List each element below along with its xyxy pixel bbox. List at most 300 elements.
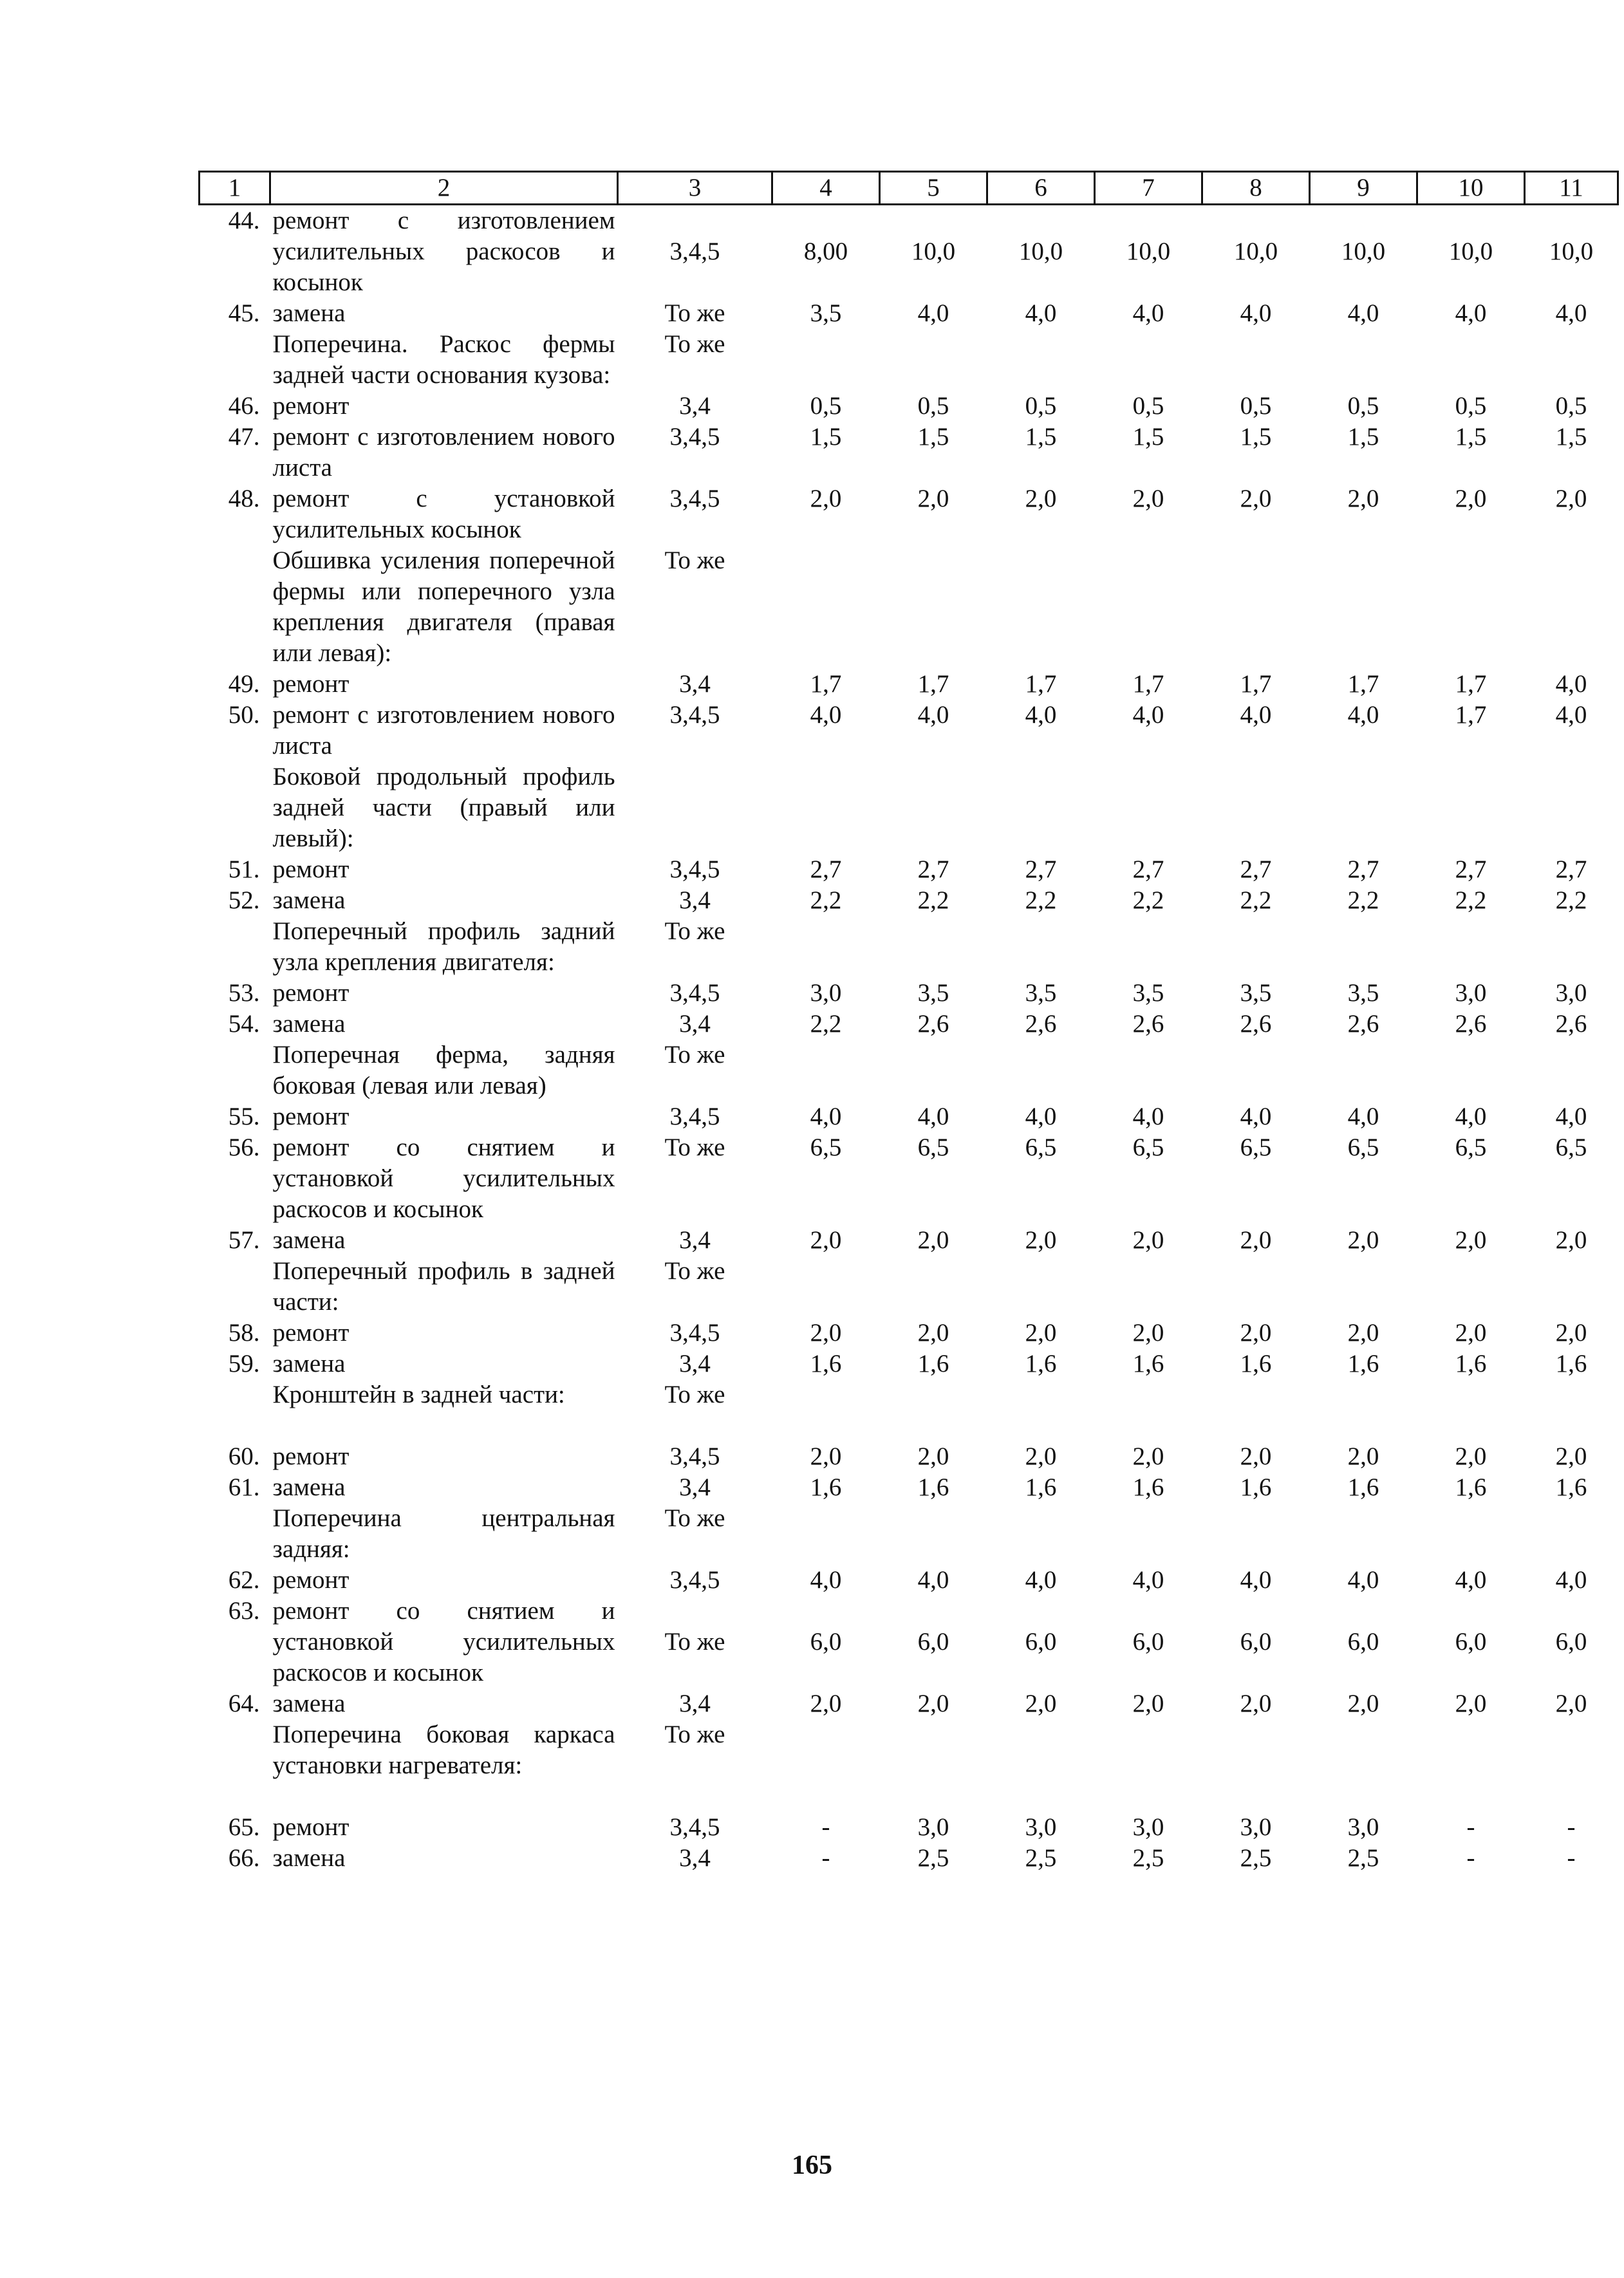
value-cell: 4,0 <box>1132 1566 1164 1594</box>
value-cell <box>772 761 880 854</box>
reference-cell: 3,4 <box>679 886 711 914</box>
spacer-row <box>200 1410 1618 1441</box>
value-cell: 1,5 <box>917 423 949 451</box>
value-cell: 2,0 <box>1555 485 1587 512</box>
row-number: 56. <box>228 1134 260 1161</box>
row-number: 61. <box>228 1473 260 1501</box>
value-cell: 1,6 <box>810 1473 842 1501</box>
table-row <box>200 205 1618 299</box>
value-cell: 1,7 <box>1347 670 1379 698</box>
value-cell: 2,0 <box>1555 1319 1587 1347</box>
reference-cell: 3,4 <box>679 1226 711 1254</box>
value-cell: 1,7 <box>917 670 949 698</box>
value-cell: 6,5 <box>917 1134 949 1161</box>
value-cell <box>880 1719 987 1781</box>
value-cell <box>1417 1040 1525 1101</box>
value-cell: 2,0 <box>1455 1690 1487 1717</box>
value-cell <box>1095 761 1202 854</box>
reference-cell: 3,4 <box>679 1010 711 1038</box>
reference-cell: То же <box>664 546 725 574</box>
reference-cell: То же <box>664 1257 725 1285</box>
value-cell: 4,0 <box>1347 1566 1379 1594</box>
value-cell: 4,0 <box>1240 701 1272 729</box>
value-cell <box>1310 1256 1417 1318</box>
value-cell <box>1095 1719 1202 1781</box>
value-cell: 4,0 <box>1347 1103 1379 1130</box>
header-cell: 1 <box>200 172 270 205</box>
value-cell: 2,7 <box>1555 855 1587 883</box>
value-cell: 1,6 <box>1132 1473 1164 1501</box>
value-cell: 6,5 <box>1455 1134 1487 1161</box>
value-cell: 1,6 <box>1240 1473 1272 1501</box>
row-number: 45. <box>228 299 260 327</box>
row-number: 48. <box>228 485 260 512</box>
value-cell: 4,0 <box>917 299 949 327</box>
value-cell: 2,6 <box>917 1010 949 1038</box>
value-cell: - <box>821 1813 830 1841</box>
table-row <box>200 885 1618 916</box>
header-cell: 2 <box>270 172 618 205</box>
value-cell: 1,6 <box>1555 1350 1587 1377</box>
row-number: 52. <box>228 886 260 914</box>
header-cell: 6 <box>987 172 1095 205</box>
reference-cell: То же <box>664 299 725 327</box>
value-cell: 2,7 <box>917 855 949 883</box>
value-cell <box>1525 545 1618 669</box>
reference-cell: То же <box>664 1504 725 1532</box>
operation-name: замена <box>272 1844 346 1872</box>
table-row <box>200 1132 1618 1225</box>
value-cell: 2,0 <box>917 1319 949 1347</box>
row-number: 49. <box>228 670 260 698</box>
row-number <box>200 1040 270 1101</box>
value-cell: 2,2 <box>810 886 842 914</box>
value-cell: 2,0 <box>1347 1690 1379 1717</box>
value-cell: 2,7 <box>1240 855 1272 883</box>
value-cell <box>1525 916 1618 978</box>
value-cell: 0,5 <box>1347 392 1379 420</box>
value-cell: 2,7 <box>810 855 842 883</box>
operation-name: замена <box>272 1690 346 1717</box>
value-cell: 2,0 <box>1455 485 1487 512</box>
row-number: 54. <box>228 1010 260 1038</box>
value-cell: 10,0 <box>1341 238 1386 265</box>
row-number: 44. <box>228 207 260 234</box>
value-cell: 6,0 <box>1347 1628 1379 1656</box>
reference-cell: То же <box>664 917 725 945</box>
value-cell: 4,0 <box>1555 1103 1587 1130</box>
value-cell: 1,6 <box>917 1473 949 1501</box>
value-cell: 4,0 <box>1347 299 1379 327</box>
value-cell <box>987 1040 1095 1101</box>
value-cell <box>1202 545 1310 669</box>
spacer-cell <box>200 1410 1618 1441</box>
value-cell <box>1525 1256 1618 1318</box>
row-number <box>200 916 270 978</box>
value-cell: 4,0 <box>810 701 842 729</box>
operation-name: ремонт со снятием и установкой усилительных раскосов и косынок <box>272 1134 615 1223</box>
spacer-cell <box>200 1781 1618 1812</box>
reference-cell: 3,4 <box>679 1473 711 1501</box>
row-number <box>200 1379 270 1410</box>
operation-name: Поперечина боковая каркаса установки нагревателя: <box>272 1721 615 1779</box>
value-cell: 2,0 <box>1025 1690 1057 1717</box>
value-cell: 2,5 <box>1240 1844 1272 1872</box>
value-cell: 0,5 <box>810 392 842 420</box>
value-cell <box>1202 1503 1310 1565</box>
value-cell: 2,0 <box>810 1226 842 1254</box>
value-cell: 1,6 <box>1025 1350 1057 1377</box>
operation-name: ремонт с изготовлением нового листа <box>272 423 615 481</box>
value-cell: 0,5 <box>1555 392 1587 420</box>
reference-cell: 3,4,5 <box>669 485 720 512</box>
value-cell <box>880 916 987 978</box>
row-number: 60. <box>228 1442 260 1470</box>
header-cell: 9 <box>1310 172 1417 205</box>
value-cell: 6,5 <box>1347 1134 1379 1161</box>
value-cell: 2,7 <box>1347 855 1379 883</box>
value-cell: 1,5 <box>1555 423 1587 451</box>
reference-cell <box>618 761 772 854</box>
value-cell: 6,0 <box>917 1628 949 1656</box>
reference-cell: 3,4,5 <box>669 1319 720 1347</box>
value-cell: 4,0 <box>1555 1566 1587 1594</box>
reference-cell: 3,4,5 <box>669 1442 720 1470</box>
value-cell: 10,0 <box>1018 238 1063 265</box>
value-cell <box>1095 1503 1202 1565</box>
value-cell: 10,0 <box>1233 238 1278 265</box>
row-number <box>200 545 270 669</box>
value-cell: 6,5 <box>1555 1134 1587 1161</box>
norms-table <box>198 171 1619 1874</box>
value-cell <box>1417 329 1525 391</box>
value-cell: 3,0 <box>1555 979 1587 1007</box>
table-row <box>200 761 1618 854</box>
value-cell: 2,6 <box>1455 1010 1487 1038</box>
operation-name: Поперечный профиль задний узла крепления двигателя: <box>272 917 615 976</box>
value-cell <box>772 1719 880 1781</box>
operation-name: ремонт <box>272 855 350 883</box>
reference-cell: 3,4,5 <box>669 238 720 265</box>
value-cell: 2,0 <box>1025 1442 1057 1470</box>
value-cell: 3,0 <box>1132 1813 1164 1841</box>
value-cell: 4,0 <box>917 1103 949 1130</box>
table-row <box>200 1349 1618 1379</box>
value-cell: 2,0 <box>1347 1226 1379 1254</box>
value-cell: 2,2 <box>1132 886 1164 914</box>
value-cell: 2,0 <box>1347 1319 1379 1347</box>
row-number: 53. <box>228 979 260 1007</box>
value-cell <box>1095 916 1202 978</box>
value-cell: 1,6 <box>1455 1473 1487 1501</box>
operation-name: ремонт с изготовлением нового листа <box>272 701 615 760</box>
value-cell: 1,5 <box>1132 423 1164 451</box>
value-cell: 1,7 <box>810 670 842 698</box>
header-row <box>200 172 1618 205</box>
value-cell: 2,0 <box>1132 1319 1164 1347</box>
value-cell: 2,6 <box>1240 1010 1272 1038</box>
value-cell <box>987 1256 1095 1318</box>
value-cell: 1,5 <box>810 423 842 451</box>
value-cell: 2,0 <box>1455 1442 1487 1470</box>
value-cell: 3,0 <box>1240 1813 1272 1841</box>
value-cell: 2,0 <box>810 1442 842 1470</box>
spacer-row <box>200 1781 1618 1812</box>
table-row <box>200 483 1618 545</box>
header-cell: 3 <box>618 172 772 205</box>
value-cell <box>1310 329 1417 391</box>
value-cell: 6,0 <box>1455 1628 1487 1656</box>
row-number: 62. <box>228 1566 260 1594</box>
table-row <box>200 1503 1618 1565</box>
table-row <box>200 1101 1618 1132</box>
value-cell: 6,0 <box>1132 1628 1164 1656</box>
table-row <box>200 545 1618 669</box>
value-cell: 2,5 <box>917 1844 949 1872</box>
value-cell: 1,6 <box>917 1350 949 1377</box>
value-cell <box>1095 1256 1202 1318</box>
value-cell <box>1310 916 1417 978</box>
value-cell: 10,0 <box>1448 238 1493 265</box>
value-cell: 4,0 <box>1025 701 1057 729</box>
value-cell <box>772 916 880 978</box>
value-cell: 4,0 <box>1240 299 1272 327</box>
value-cell: 2,0 <box>1555 1226 1587 1254</box>
table-row <box>200 391 1618 422</box>
row-number: 47. <box>228 423 260 451</box>
operation-name: Обшивка усиления поперечной фермы или поперечного узла крепления двигателя (правая или левая): <box>272 546 615 667</box>
reference-cell: 3,4 <box>679 1690 711 1717</box>
value-cell: 2,0 <box>917 1226 949 1254</box>
value-cell <box>1202 761 1310 854</box>
value-cell <box>1202 1719 1310 1781</box>
reference-cell: 3,4 <box>679 670 711 698</box>
header-cell: 7 <box>1095 172 1202 205</box>
value-cell <box>987 761 1095 854</box>
value-cell <box>880 761 987 854</box>
value-cell <box>880 1040 987 1101</box>
row-number <box>200 1719 270 1781</box>
reference-cell: То же <box>664 1134 725 1161</box>
value-cell <box>1525 1719 1618 1781</box>
value-cell <box>987 1719 1095 1781</box>
row-number: 58. <box>228 1319 260 1347</box>
value-cell <box>1310 1719 1417 1781</box>
value-cell: 1,6 <box>1347 1473 1379 1501</box>
value-cell: 2,7 <box>1132 855 1164 883</box>
value-cell: 4,0 <box>1132 701 1164 729</box>
value-cell: 1,5 <box>1347 423 1379 451</box>
value-cell: 4,0 <box>1240 1566 1272 1594</box>
header-cell: 5 <box>880 172 987 205</box>
operation-name: замена <box>272 1350 346 1377</box>
operation-name: Кронштейн в задней части: <box>272 1381 565 1408</box>
value-cell <box>1525 329 1618 391</box>
value-cell: 2,0 <box>917 1690 949 1717</box>
value-cell: 2,0 <box>917 1442 949 1470</box>
value-cell: 6,0 <box>1240 1628 1272 1656</box>
value-cell: 6,0 <box>810 1628 842 1656</box>
table-row <box>200 1040 1618 1101</box>
operation-name: ремонт <box>272 979 350 1007</box>
operation-name: Поперечина. Раскос фермы задней части основания кузова: <box>272 330 615 389</box>
value-cell: 4,0 <box>1025 1566 1057 1594</box>
value-cell <box>772 1040 880 1101</box>
value-cell <box>1525 1040 1618 1101</box>
operation-name: ремонт с изготовлением усилительных раскосов и косынок <box>272 207 615 296</box>
operation-name: ремонт <box>272 670 350 698</box>
value-cell: 3,0 <box>917 1813 949 1841</box>
operation-name: ремонт <box>272 1319 350 1347</box>
value-cell: 1,7 <box>1025 670 1057 698</box>
value-cell: 4,0 <box>1455 1566 1487 1594</box>
value-cell: 1,5 <box>1240 423 1272 451</box>
reference-cell: 3,4,5 <box>669 1813 720 1841</box>
value-cell: 2,5 <box>1132 1844 1164 1872</box>
value-cell: 2,5 <box>1025 1844 1057 1872</box>
value-cell: 10,0 <box>1126 238 1171 265</box>
reference-cell: То же <box>664 1381 725 1408</box>
value-cell: 2,0 <box>1025 485 1057 512</box>
header-cell: 4 <box>772 172 880 205</box>
value-cell: 6,0 <box>1025 1628 1057 1656</box>
table-row <box>200 1719 1618 1781</box>
value-cell <box>772 545 880 669</box>
value-cell: 2,0 <box>1555 1690 1587 1717</box>
value-cell: 0,5 <box>1132 392 1164 420</box>
value-cell: - <box>1466 1813 1475 1841</box>
header-cell: 11 <box>1525 172 1618 205</box>
table-row <box>200 1812 1618 1843</box>
value-cell <box>1095 1379 1202 1410</box>
value-cell: 4,0 <box>917 701 949 729</box>
value-cell <box>772 1379 880 1410</box>
value-cell <box>1417 1256 1525 1318</box>
value-cell: 3,5 <box>810 299 842 327</box>
operation-name: замена <box>272 1010 346 1038</box>
value-cell: 6,5 <box>1240 1134 1272 1161</box>
value-cell: 2,2 <box>1347 886 1379 914</box>
value-cell <box>1310 1040 1417 1101</box>
value-cell <box>1525 1379 1618 1410</box>
reference-cell: 3,4,5 <box>669 979 720 1007</box>
value-cell: 2,7 <box>1025 855 1057 883</box>
operation-name: ремонт <box>272 1566 350 1594</box>
reference-cell: То же <box>664 1628 725 1656</box>
value-cell: 3,5 <box>1025 979 1057 1007</box>
value-cell: 2,0 <box>1240 1442 1272 1470</box>
value-cell: 2,0 <box>1555 1442 1587 1470</box>
value-cell: 3,5 <box>1347 979 1379 1007</box>
table-row <box>200 422 1618 483</box>
reference-cell: То же <box>664 330 725 358</box>
operation-name: ремонт с установкой усилительных косынок <box>272 485 615 543</box>
value-cell <box>1417 1719 1525 1781</box>
value-cell: 1,6 <box>1555 1473 1587 1501</box>
value-cell <box>772 1256 880 1318</box>
table-row <box>200 1596 1618 1688</box>
value-cell: 1,6 <box>1240 1350 1272 1377</box>
value-cell: 0,5 <box>1455 392 1487 420</box>
value-cell: 1,7 <box>1240 670 1272 698</box>
operation-name: Боковой продольный профиль задней части (правый или левый): <box>272 763 615 852</box>
value-cell: 1,5 <box>1455 423 1487 451</box>
value-cell <box>1095 545 1202 669</box>
reference-cell: То же <box>664 1721 725 1748</box>
value-cell: 6,5 <box>1132 1134 1164 1161</box>
reference-cell: 3,4,5 <box>669 701 720 729</box>
table-row <box>200 916 1618 978</box>
table-row <box>200 1009 1618 1040</box>
value-cell: 4,0 <box>1240 1103 1272 1130</box>
reference-cell: 3,4 <box>679 392 711 420</box>
table-row <box>200 329 1618 391</box>
value-cell: 6,5 <box>810 1134 842 1161</box>
value-cell: 1,6 <box>1132 1350 1164 1377</box>
value-cell: - <box>1567 1844 1576 1872</box>
value-cell: 4,0 <box>1025 299 1057 327</box>
value-cell: 4,0 <box>1555 701 1587 729</box>
table-row <box>200 1379 1618 1410</box>
value-cell: - <box>821 1844 830 1872</box>
value-cell: 4,0 <box>1455 299 1487 327</box>
value-cell <box>1095 329 1202 391</box>
value-cell: 1,7 <box>1132 670 1164 698</box>
reference-cell: 3,4,5 <box>669 855 720 883</box>
value-cell: 3,5 <box>1240 979 1272 1007</box>
value-cell: 0,5 <box>1025 392 1057 420</box>
value-cell <box>1310 1503 1417 1565</box>
table-row <box>200 1225 1618 1256</box>
value-cell: 2,2 <box>810 1010 842 1038</box>
value-cell <box>772 329 880 391</box>
value-cell: 2,0 <box>1240 1226 1272 1254</box>
value-cell: 2,6 <box>1025 1010 1057 1038</box>
page-number: 165 <box>792 2151 832 2180</box>
value-cell: 1,5 <box>1025 423 1057 451</box>
operation-name: замена <box>272 1473 346 1501</box>
value-cell: 2,0 <box>1455 1319 1487 1347</box>
value-cell: 2,0 <box>1240 485 1272 512</box>
value-cell <box>987 1503 1095 1565</box>
row-number <box>200 761 270 854</box>
value-cell: 2,0 <box>810 485 842 512</box>
row-number: 50. <box>228 701 260 729</box>
table-row <box>200 978 1618 1009</box>
value-cell: 4,0 <box>917 1566 949 1594</box>
value-cell: 6,0 <box>1555 1628 1587 1656</box>
operation-name: замена <box>272 299 346 327</box>
value-cell: 4,0 <box>1555 670 1587 698</box>
value-cell <box>880 1256 987 1318</box>
value-cell <box>1202 916 1310 978</box>
value-cell <box>1417 1379 1525 1410</box>
reference-cell: 3,4,5 <box>669 1103 720 1130</box>
row-number: 66. <box>228 1844 260 1872</box>
value-cell: 3,0 <box>1347 1813 1379 1841</box>
row-number: 64. <box>228 1690 260 1717</box>
value-cell <box>880 329 987 391</box>
value-cell: 2,2 <box>1025 886 1057 914</box>
operation-name: ремонт <box>272 392 350 420</box>
value-cell: 10,0 <box>1549 238 1594 265</box>
value-cell: 2,0 <box>1347 485 1379 512</box>
value-cell: 3,5 <box>1132 979 1164 1007</box>
value-cell: 2,0 <box>1132 1690 1164 1717</box>
table-row <box>200 1256 1618 1318</box>
operation-name: Поперечный профиль в задней части: <box>272 1257 615 1316</box>
value-cell <box>987 1379 1095 1410</box>
